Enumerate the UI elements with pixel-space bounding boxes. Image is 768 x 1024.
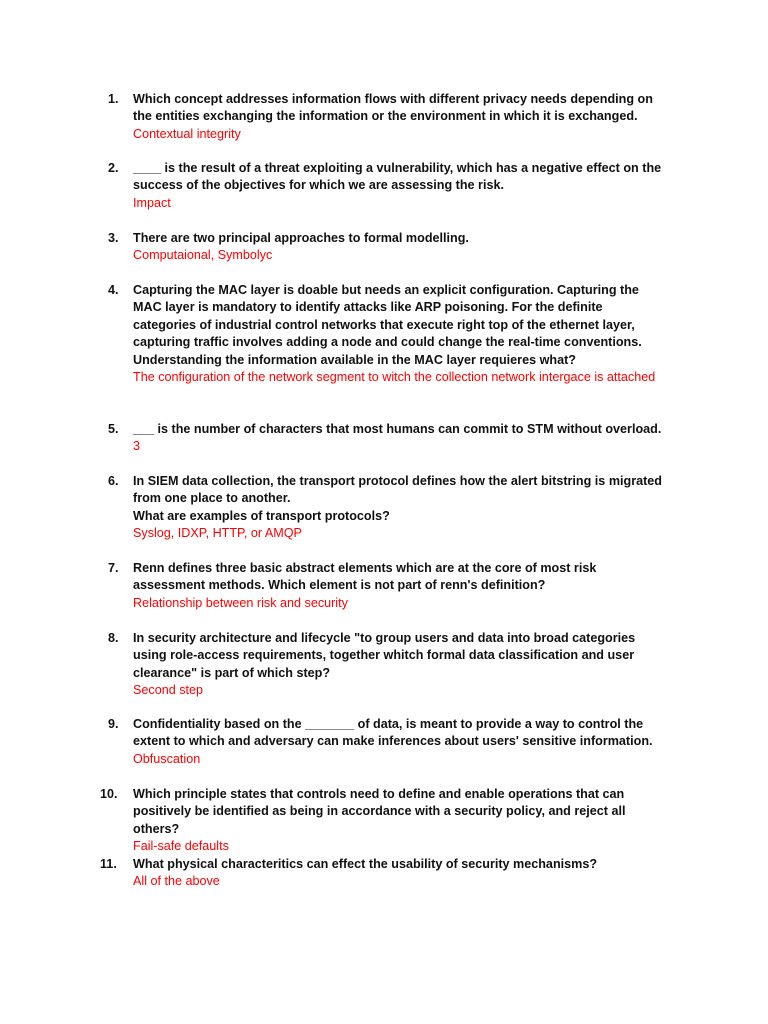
question-text: ___ is the number of characters that most humans can commit to STM without overload. bbox=[133, 422, 662, 436]
question-item-8 bbox=[108, 630, 668, 700]
answer-text: 3 bbox=[133, 439, 141, 454]
question-text: Which principle states that controls need to define and enable operations that can positively be identified as being in accordance with a security policy, and reject all others? bbox=[133, 787, 629, 836]
question-number: 8. bbox=[108, 631, 119, 645]
answer-text: Syslog, IDXP, HTTP, or AMQP bbox=[133, 526, 302, 541]
question-number: 1. bbox=[108, 92, 119, 106]
question-item-5 bbox=[108, 421, 661, 456]
question-item-2 bbox=[108, 160, 668, 212]
answer-text: Second step bbox=[133, 683, 204, 698]
question-text: Confidentiality based on the _______ of data, is meant to provide a way to control the extent to which and adversary can make inferences about users' sensitive information. bbox=[133, 717, 653, 749]
question-text: What physical characteritics can effect the usability of security mechanisms? bbox=[133, 857, 598, 871]
answer-text: Relationship between risk and security bbox=[133, 595, 348, 610]
question-number: 9. bbox=[108, 717, 119, 731]
question-number: 7. bbox=[108, 561, 119, 575]
question-text: There are two principal approaches to formal modelling. bbox=[133, 231, 469, 245]
question-item-3 bbox=[108, 230, 469, 265]
answer-text: Fail-safe defaults bbox=[133, 839, 229, 854]
question-number: 11. bbox=[100, 857, 117, 871]
question-text: In SIEM data collection, the transport protocol defines how the alert bitstring is migrated from one place to another. What are examples of transport protocols? bbox=[133, 474, 662, 523]
question-number: 10. bbox=[100, 787, 118, 801]
answer-text: Impact bbox=[133, 195, 171, 210]
question-text: Renn defines three basic abstract elements which are at the core of most risk assessment methods. Which element is not part of renn's definition? bbox=[133, 561, 600, 593]
question-item-10 bbox=[100, 786, 668, 856]
answer-text: The configuration of the network segment to witch the collection network intergace is attached bbox=[133, 370, 656, 385]
question-item-1 bbox=[108, 91, 668, 143]
question-number: 4. bbox=[108, 283, 119, 297]
answer-text: Obfuscation bbox=[133, 751, 201, 766]
answer-text: All of the above bbox=[133, 874, 220, 889]
question-number: 5. bbox=[108, 422, 119, 436]
question-text: ____ is the result of a threat exploiting a vulnerability, which has a negative effect on the success of the objectives for which we are assessing the risk. bbox=[133, 161, 665, 193]
question-number: 2. bbox=[108, 161, 119, 175]
question-text: In security architecture and lifecycle "to group users and data into broad categories using role-access requirements, together whitch formal data classification and user clearance" is part of which step? bbox=[133, 631, 639, 680]
question-number: 3. bbox=[108, 231, 119, 245]
answer-text: Contextual integrity bbox=[133, 126, 241, 141]
question-text: Capturing the MAC layer is doable but needs an explicit configuration. Capturing the MAC layer is mandatory to identify attacks like ARP poisoning. For the definite categories of industrial control networks that execute right top of the ethernet layer, capturing traffic involves adding a node and could change the real-time conventions. Understanding the information available in the MAC layer requieres what? bbox=[133, 283, 642, 367]
question-item-9 bbox=[108, 716, 668, 768]
question-item-6 bbox=[108, 473, 668, 543]
answer-text: Computaional, Symbolyc bbox=[133, 248, 273, 263]
question-item-4 bbox=[108, 282, 668, 386]
question-number: 6. bbox=[108, 474, 119, 488]
question-item-11 bbox=[100, 856, 598, 891]
question-text: Which concept addresses information flows with different privacy needs depending on the entities exchanging the information or the environment in which it is exchanged. bbox=[133, 92, 657, 124]
question-item-7 bbox=[108, 560, 668, 612]
